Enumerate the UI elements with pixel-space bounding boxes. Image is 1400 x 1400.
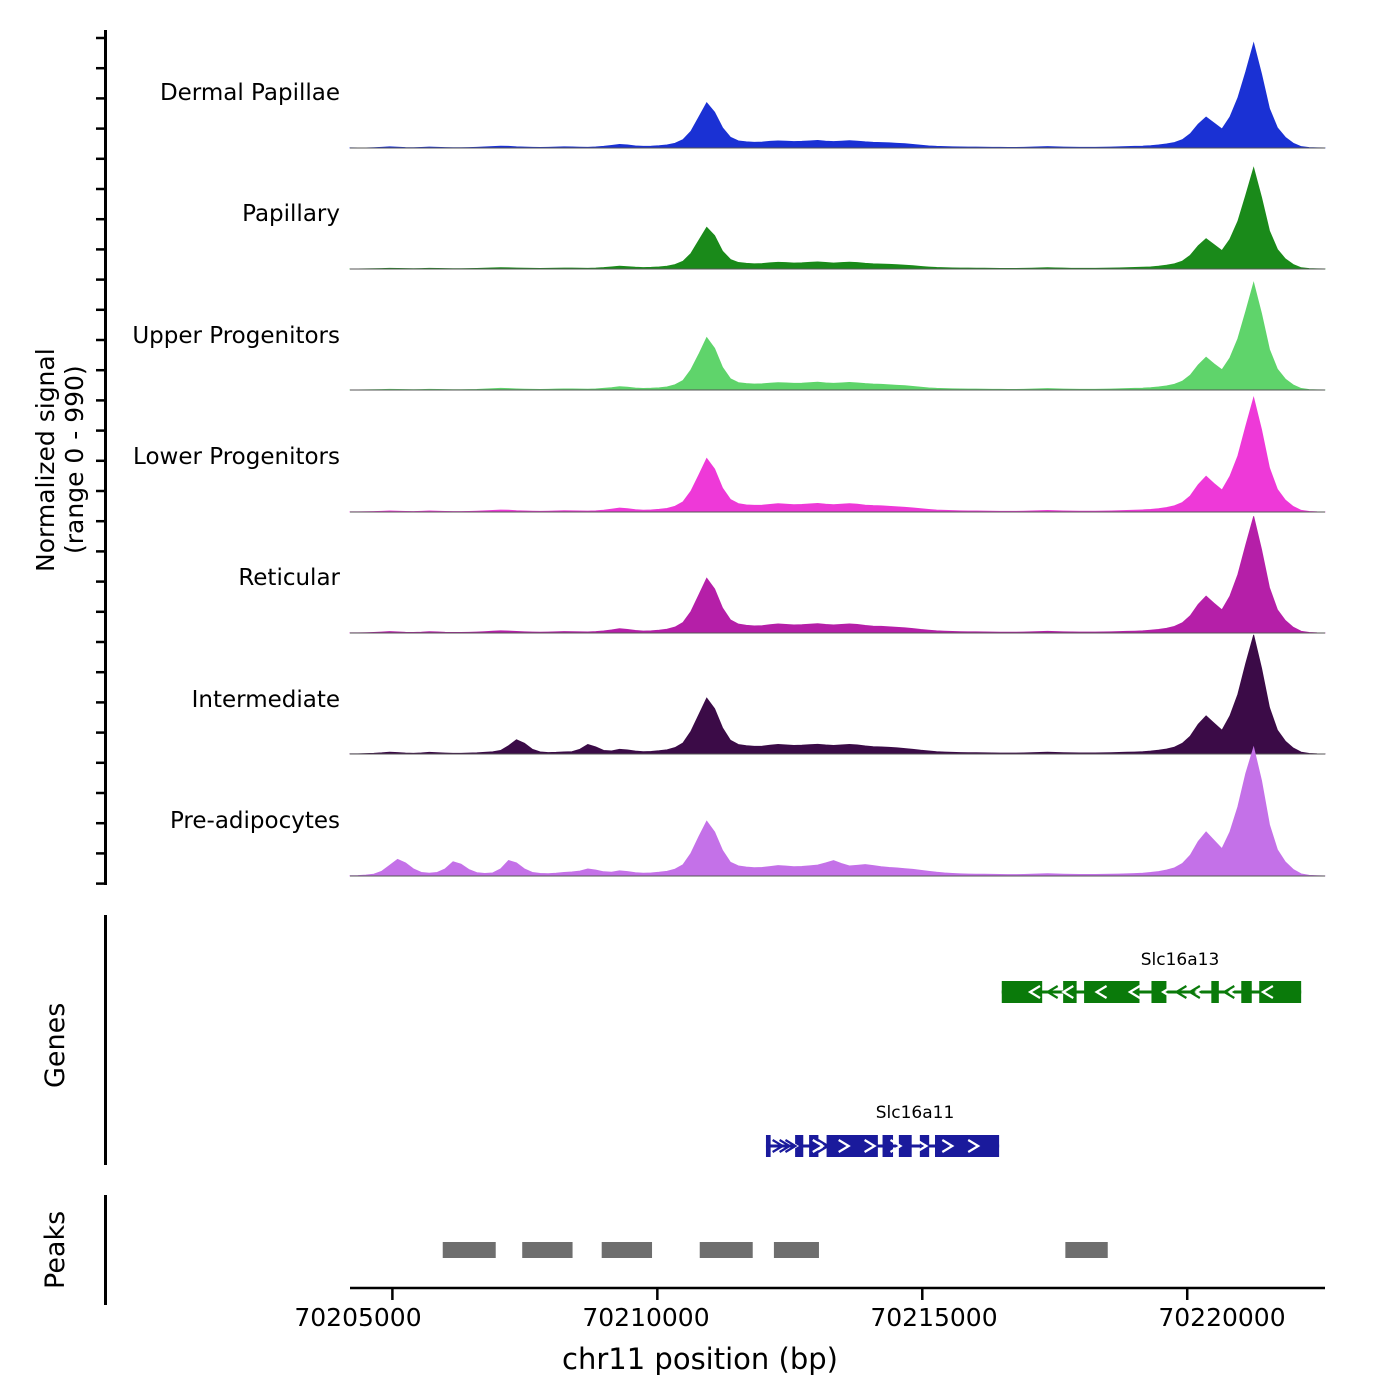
track-label-upper-progenitors: Upper Progenitors: [132, 323, 340, 349]
track-label-lower-progenitors: Lower Progenitors: [133, 444, 340, 470]
gene-name-slc16a13: Slc16a13: [1140, 950, 1220, 970]
gene-exon: [883, 1135, 893, 1157]
genes-section-label: Genes: [40, 1002, 71, 1088]
xtick-label-2: 70215000: [870, 1303, 998, 1332]
gene-exon: [1211, 981, 1218, 1003]
xtick-label-3: 70220000: [1158, 1303, 1286, 1332]
track-label-papillary: Papillary: [242, 201, 340, 227]
peak-interval: [522, 1242, 572, 1258]
gene-exon: [827, 1135, 878, 1157]
gene-exon: [1241, 981, 1251, 1003]
y-axis-label-line2: (range 0 - 990): [59, 365, 89, 555]
signal-track-upper-progenitors: [350, 283, 1325, 390]
signal-track-dermal-papillae: [350, 43, 1325, 148]
gene-exon: [809, 1135, 818, 1157]
gene-exon: [935, 1135, 999, 1157]
signal-track-pre-adipocytes: [350, 747, 1325, 876]
peak-interval: [443, 1242, 496, 1258]
peak-interval: [602, 1242, 652, 1258]
track-label-reticular: Reticular: [238, 565, 340, 591]
peak-interval: [700, 1242, 753, 1258]
signal-track-intermediate: [350, 635, 1325, 754]
track-label-intermediate: Intermediate: [191, 687, 340, 713]
y-axis-label-line1: Normalized signal: [31, 348, 60, 572]
signal-track-papillary: [350, 168, 1325, 269]
track-label-dermal-papillae: Dermal Papillae: [159, 80, 340, 106]
signal-track-lower-progenitors: [350, 398, 1325, 512]
xtick-label-1: 70210000: [582, 1303, 710, 1332]
track-label-pre-adipocytes: Pre-adipocytes: [169, 808, 340, 834]
peaks-section-label: Peaks: [40, 1210, 71, 1290]
gene-exon: [1259, 981, 1301, 1003]
gene-exon: [766, 1135, 771, 1157]
peak-interval: [774, 1242, 819, 1258]
signal-track-reticular: [350, 516, 1325, 633]
xtick-label-0: 70205000: [294, 1303, 422, 1332]
gene-exon: [1002, 981, 1042, 1003]
gene-name-slc16a11: Slc16a11: [875, 1103, 955, 1123]
peak-interval: [1065, 1242, 1107, 1258]
x-axis-title: chr11 position (bp): [562, 1342, 838, 1376]
